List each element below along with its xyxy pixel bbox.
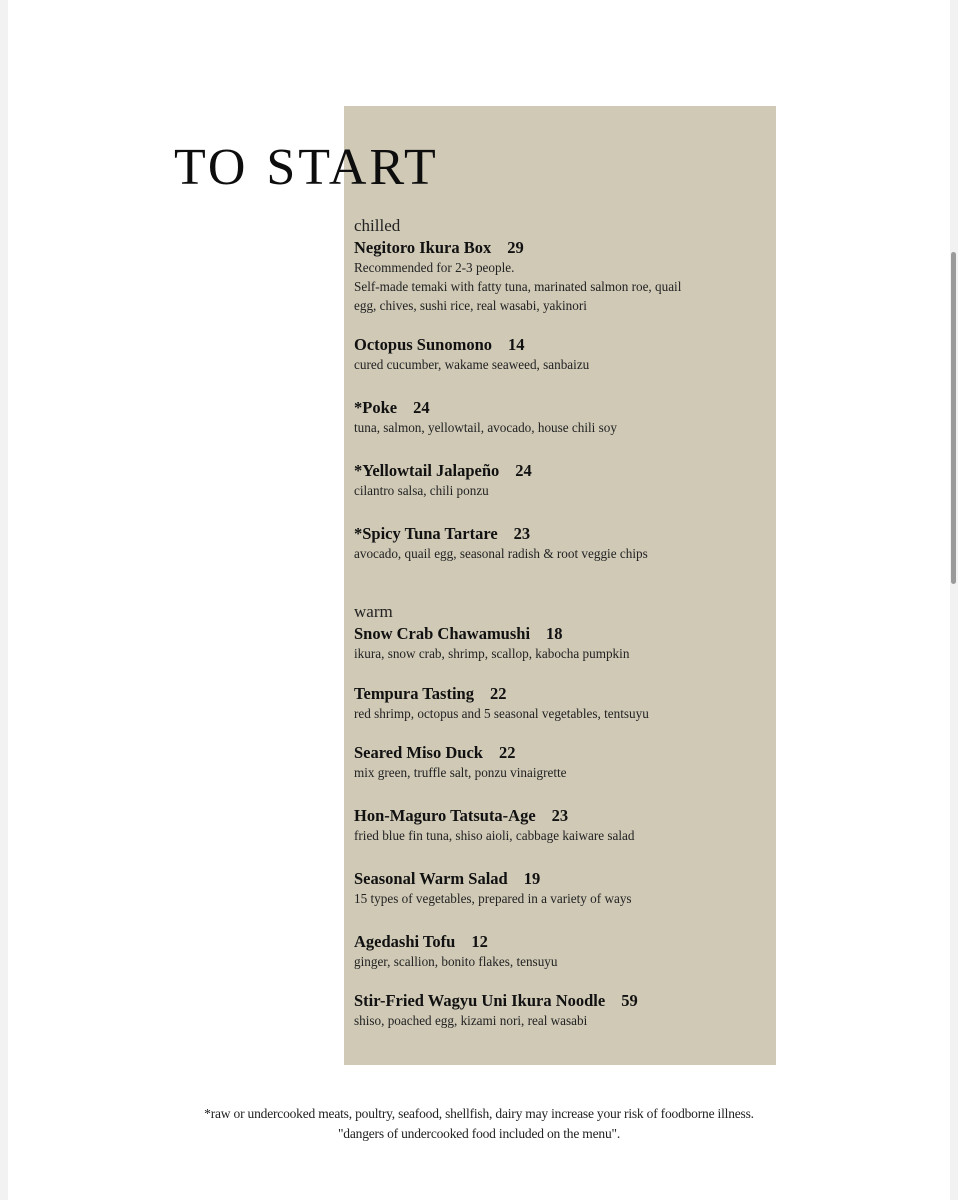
footer-disclaimer-line2: "dangers of undercooked food included on the menu".: [338, 1126, 620, 1141]
item-description: cilantro salsa, chili ponzu: [354, 483, 489, 498]
item-title: [354, 991, 769, 1011]
item-name: *Yellowtail Jalapeño: [354, 461, 500, 480]
item-name: *Poke: [354, 398, 398, 417]
item-description: ikura, snow crab, shrimp, scallop, kabocha pumpkin: [354, 646, 630, 661]
item-description: shiso, poached egg, kizami nori, real wasabi: [354, 1013, 588, 1028]
section-label-chilled: chilled: [354, 216, 401, 235]
title-word-start: START: [266, 139, 439, 196]
item-description: fried blue fin tuna, shiso aioli, cabbage kaiware salad: [354, 828, 635, 843]
item-price: 23: [551, 806, 569, 825]
item-name: Agedashi Tofu: [354, 932, 456, 951]
item-name: *Spicy Tuna Tartare: [354, 524, 498, 543]
item-description: 15 types of vegetables, prepared in a variety of ways: [354, 891, 632, 906]
item-price: 14: [508, 335, 525, 354]
item-title: [354, 869, 769, 889]
item-price: 19: [523, 869, 541, 888]
item-description: tuna, salmon, yellowtail, avocado, house chili soy: [354, 420, 617, 435]
item-price: 24: [413, 398, 430, 417]
scrollbar[interactable]: [951, 252, 956, 584]
menu-item: [354, 991, 769, 1030]
menu-item: [354, 806, 769, 845]
menu-item: [354, 684, 769, 723]
menu-item: [354, 869, 769, 908]
item-name: Stir-Fried Wagyu Uni Ikura Noodle: [354, 991, 606, 1010]
item-title: [354, 335, 769, 355]
item-description: cured cucumber, wakame seaweed, sanbaizu: [354, 357, 590, 372]
item-name: Seared Miso Duck: [354, 743, 483, 762]
menu-item: [354, 238, 769, 315]
menu-item: [354, 398, 769, 437]
item-price: 22: [498, 743, 516, 762]
menu-item: [354, 743, 769, 782]
item-price: 29: [507, 238, 524, 257]
item-name: Negitoro Ikura Box: [354, 238, 492, 257]
item-name: Tempura Tasting: [354, 684, 474, 703]
item-price: 24: [515, 461, 532, 480]
item-name: Octopus Sunomono: [354, 335, 493, 354]
item-title: [354, 461, 769, 481]
item-title: [354, 524, 769, 544]
item-title: [354, 398, 769, 418]
menu-item: [354, 461, 769, 500]
item-title: [354, 624, 769, 644]
title-word-to: TO: [174, 139, 249, 196]
item-description: avocado, quail egg, seasonal radish & root veggie chips: [354, 546, 648, 561]
section-label-warm: warm: [354, 602, 393, 621]
menu-item: [354, 624, 769, 663]
item-description: mix green, truffle salt, ponzu vinaigrette: [354, 765, 567, 780]
menu-item: [354, 524, 769, 563]
item-title: [354, 238, 769, 258]
item-title: [354, 743, 769, 763]
menu-item: [354, 932, 769, 971]
item-description: Recommended for 2-3 people.: [354, 260, 515, 275]
item-price: 12: [471, 932, 488, 951]
page-title: [174, 138, 439, 198]
footer-disclaimer-line1: *raw or undercooked meats, poultry, seafood, shellfish, dairy may increase your risk of foodborne illness.: [204, 1106, 754, 1121]
item-description: red shrimp, octopus and 5 seasonal vegetables, tentsuyu: [354, 706, 649, 721]
menu-item: [354, 335, 769, 374]
item-price: 23: [513, 524, 531, 543]
item-price: 22: [489, 684, 507, 703]
item-description: ginger, scallion, bonito flakes, tensuyu: [354, 954, 558, 969]
item-title: [354, 806, 769, 826]
item-title: [354, 932, 769, 952]
item-name: Seasonal Warm Salad: [354, 869, 508, 888]
item-description: Self-made temaki with fatty tuna, marinated salmon roe, quail: [354, 279, 682, 294]
item-name: Snow Crab Chawamushi: [354, 624, 531, 643]
item-title: [354, 684, 769, 704]
item-price: 59: [621, 991, 638, 1010]
item-name: Hon-Maguro Tatsuta-Age: [354, 806, 536, 825]
item-price: 18: [546, 624, 563, 643]
item-description: egg, chives, sushi rice, real wasabi, yakinori: [354, 298, 587, 313]
